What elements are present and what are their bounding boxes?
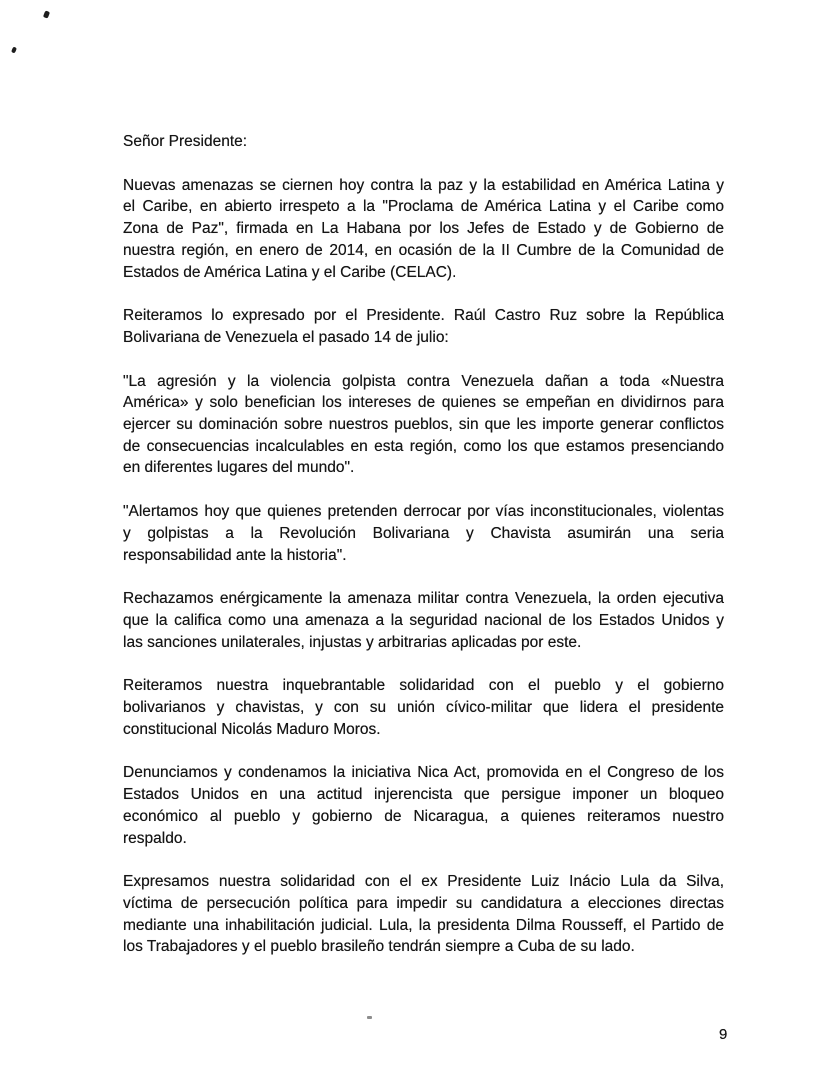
text-line: responsabilidad ante la historia".	[123, 546, 347, 564]
text-line: respaldo.	[123, 829, 187, 847]
text-line: víctima de persecución política para impedir su candidatura a elecciones directas	[123, 894, 724, 912]
salutation-line: Señor Presidente:	[123, 133, 248, 150]
paragraph	[123, 588, 724, 653]
text-line: en diferentes lugares del mundo".	[123, 459, 355, 477]
text-line: Denunciamos y condenamos la iniciativa Nica Act, promovida en el Congreso de los	[123, 764, 724, 782]
paragraph	[123, 371, 724, 480]
text-line: las sanciones unilaterales, injustas y arbitrarias aplicadas por este.	[123, 633, 582, 651]
text-line: Zona de Paz", firmada en La Habana por los Jefes de Estado y de Gobierno de	[123, 220, 724, 238]
page-number: 9	[719, 1026, 728, 1043]
paragraph	[123, 305, 724, 348]
text-line: ejercer su dominación sobre nuestros pueblos, sin que les importe generar conflictos	[123, 416, 724, 434]
text-line: "Alertamos hoy que quienes pretenden derrocar por vías inconstitucionales, violentas	[123, 503, 724, 521]
text-line: nuestra región, en enero de 2014, en ocasión de la II Cumbre de la Comunidad de	[123, 241, 724, 259]
scan-speck	[367, 1016, 372, 1019]
paragraph	[123, 501, 724, 566]
text-line: mediante una inhabilitación judicial. Lula, la presidenta Dilma Rousseff, el Partido de	[123, 916, 724, 934]
text-line: Bolivariana de Venezuela el pasado 14 de julio:	[123, 328, 449, 346]
text-line: América» y solo benefician los intereses de quienes se empeñan en dividirnos para	[123, 394, 724, 412]
text-line: de consecuencias incalculables en esta región, como los que estamos presenciando	[123, 437, 724, 455]
text-line: Nuevas amenazas se ciernen hoy contra la paz y la estabilidad en América Latina y	[123, 176, 724, 194]
text-line: Reiteramos lo expresado por el Presidente. Raúl Castro Ruz sobre la República	[123, 307, 724, 325]
scan-speck	[11, 46, 17, 53]
text-line: constitucional Nicolás Maduro Moros.	[123, 720, 381, 738]
text-line: los Trabajadores y el pueblo brasileño tendrán siempre a Cuba de su lado.	[123, 938, 635, 956]
text-line: Rechazamos enérgicamente la amenaza militar contra Venezuela, la orden ejecutiva	[123, 590, 724, 608]
text-line: que la califica como una amenaza a la seguridad nacional de los Estados Unidos y	[123, 611, 724, 629]
paragraph	[123, 175, 724, 284]
paragraph	[123, 762, 724, 849]
paragraph	[123, 871, 724, 958]
text-line: y golpistas a la Revolución Bolivariana y Chavista asumirán una seria	[123, 524, 724, 542]
text-line: bolivarianos y chavistas, y con su unión cívico-militar que lidera el presidente	[123, 699, 724, 717]
text-line: económico al pueblo y gobierno de Nicaragua, a quienes reiteramos nuestro	[123, 807, 724, 825]
text-line: el Caribe, en abierto irrespeto a la "Proclama de América Latina y el Caribe como	[123, 198, 724, 216]
text-line: Expresamos nuestra solidaridad con el ex Presidente Luiz Inácio Lula da Silva,	[123, 873, 724, 891]
text-line: Estados Unidos en una actitud injerencista que persigue imponer un bloqueo	[123, 786, 724, 804]
text-line: Estados de América Latina y el Caribe (CELAC).	[123, 263, 457, 281]
text-line: "La agresión y la violencia golpista contra Venezuela dañan a toda «Nuestra	[123, 372, 724, 390]
paragraph-list	[123, 175, 724, 958]
text-line: Reiteramos nuestra inquebrantable solidaridad con el pueblo y el gobierno	[123, 677, 724, 695]
scan-speck	[43, 10, 50, 18]
page-body	[123, 131, 724, 958]
paragraph	[123, 675, 724, 740]
